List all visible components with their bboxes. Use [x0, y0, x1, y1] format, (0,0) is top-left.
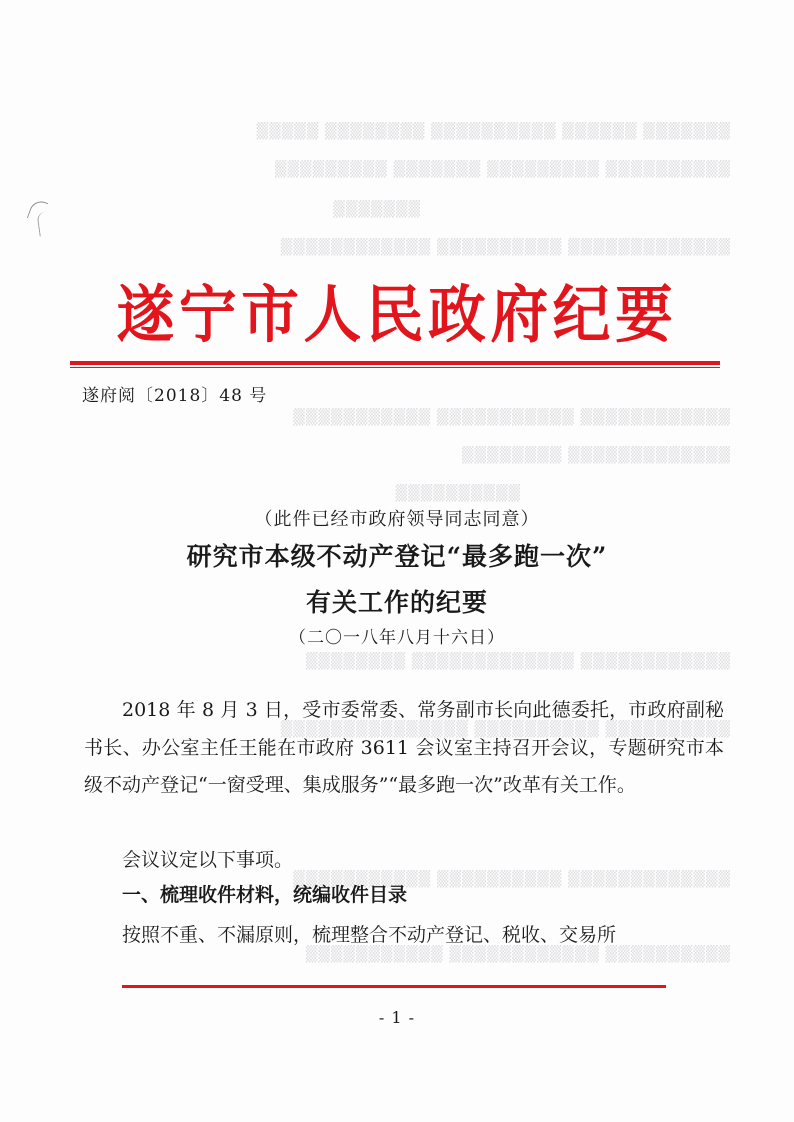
- bottom-red-rule: [122, 985, 666, 988]
- masthead-red-rule-thin: [70, 367, 720, 368]
- bleed-through-line: ▒▒▒▒▒▒▒▒▒▒ ▒▒▒▒▒▒▒▒▒ ▒▒▒▒▒▒▒ ▒▒▒▒▒▒▒▒▒: [273, 160, 730, 178]
- bleed-through-line: ▒▒▒▒▒▒▒ ▒▒▒▒▒▒ ▒▒▒▒▒▒▒▒▒▒ ▒▒▒▒▒▒▒▒ ▒▒▒▒▒: [255, 122, 730, 140]
- body-paragraph-3: 按照不重、不漏原则，梳理整合不动产登记、税收、交易所: [122, 924, 617, 946]
- meeting-date: （二〇一八年八月十六日）: [289, 628, 505, 648]
- approval-note: （此件已经市政府领导同志同意）: [254, 509, 540, 530]
- body-paragraph-2: 会议议定以下事项。: [122, 849, 294, 871]
- bleed-through-line: ▒▒▒▒▒▒▒▒▒▒ ▒▒▒▒▒▒▒▒▒▒ ▒▒▒▒▒▒▒▒▒▒▒▒▒▒▒: [279, 720, 730, 738]
- document-number: 遂府阅〔2018〕48 号: [82, 386, 268, 406]
- document-masthead-title: 遂宁市人民政府纪要: [116, 278, 678, 351]
- subject-title-line-1: 研究市本级不动产登记“最多跑一次”: [186, 542, 608, 571]
- bleed-through-line: ▒▒▒▒▒▒▒▒▒▒ ▒▒▒▒▒▒▒▒▒▒▒▒ ▒▒▒▒▒▒▒▒▒▒▒: [304, 945, 730, 963]
- subject-title-line-2: 有关工作的纪要: [305, 588, 488, 617]
- section-heading-1: 一、梳理收件材料，统编收件目录: [122, 884, 408, 906]
- bleed-through-line: ▒▒▒▒▒▒▒▒▒▒▒▒▒ ▒▒▒▒▒▒▒▒▒▒ ▒▒▒▒▒▒▒▒▒▒▒▒: [279, 238, 730, 256]
- bleed-through-line: ▒▒▒▒▒▒▒▒▒▒▒▒▒ ▒▒▒▒▒▒▒▒▒▒ ▒▒▒▒▒▒▒▒▒▒▒: [292, 870, 730, 888]
- bleed-through-line: ▒▒▒▒▒▒▒▒▒▒▒▒▒ ▒▒▒▒▒▒▒▒: [460, 446, 730, 464]
- paper-crease-mark: [36, 211, 48, 236]
- bleed-through-line: ▒▒▒▒▒▒▒: [332, 200, 420, 218]
- bleed-through-line: ▒▒▒▒▒▒▒▒▒▒▒▒ ▒▒▒▒▒▒▒▒▒▒▒ ▒▒▒▒▒▒▒▒▒▒▒: [292, 408, 730, 426]
- bleed-through-line: ▒▒▒▒▒▒▒▒▒▒: [394, 484, 520, 502]
- masthead-red-rule: [70, 361, 720, 365]
- body-paragraph-1: 2018 年 8 月 3 日，受市委常委、常务副市长向此德委托，市政府副秘书长、办公室主任王能在市政府 3611 会议室主持召开会议，专题研究市本级不动产登记“一窗受理、集成服务”“最多跑一次”改革有关工作。: [84, 699, 724, 796]
- bleed-through-line: ▒▒▒▒▒▒▒▒▒▒▒▒ ▒▒▒▒▒▒▒▒▒▒▒▒▒ ▒▒▒▒▒▒▒▒: [304, 652, 730, 670]
- page-number: - 1 -: [378, 1008, 416, 1027]
